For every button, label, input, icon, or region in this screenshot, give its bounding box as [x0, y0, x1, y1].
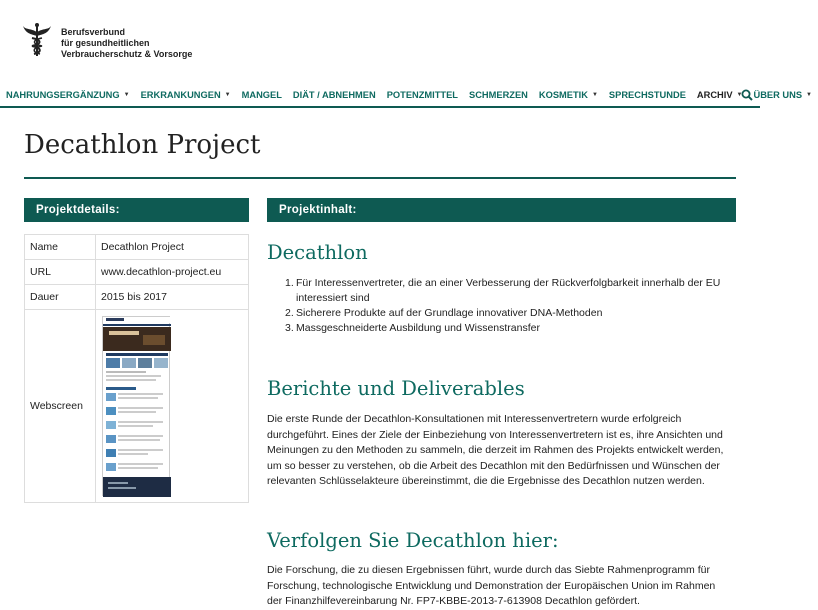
organization-name[interactable] — [61, 27, 192, 60]
nav-item-ueber-uns[interactable] — [748, 84, 818, 106]
caduceus-logo-icon[interactable] — [22, 22, 52, 58]
table-row — [25, 260, 249, 285]
nav-label: ARCHIV — [696, 90, 733, 100]
org-line-2: für gesundheitlichen — [61, 38, 150, 48]
table-row — [25, 235, 249, 260]
goals-list — [285, 276, 725, 336]
nav-item-nahrungsergaenzung[interactable] — [0, 84, 136, 106]
chevron-down-icon: ▼ — [123, 92, 130, 98]
chevron-down-icon: ▼ — [806, 92, 812, 98]
list-item-text: Für Interessenvertreter, die an einer Verbesserung der Rückverfolgbarkeit innerhalb der EU interessiert sind — [296, 277, 721, 304]
detail-key: URL — [25, 260, 96, 285]
list-number: 1. — [285, 277, 294, 289]
list-item — [285, 276, 725, 306]
nav-item-erkrankungen[interactable] — [136, 84, 237, 106]
project-details-table — [24, 234, 249, 503]
section-title-reports: Berichte und Deliverables — [267, 377, 525, 400]
nav-item-potenzmittel[interactable] — [382, 84, 464, 106]
detail-value: Decathlon Project — [96, 235, 249, 260]
page-title: Decathlon Project — [24, 130, 261, 160]
nav-label: MANGEL — [241, 90, 282, 100]
nav-item-archiv[interactable] — [692, 84, 749, 106]
table-row — [25, 285, 249, 310]
nav-label: DIÄT / ABNEHMEN — [292, 90, 376, 100]
follow-paragraph: Die Forschung, die zu diesen Ergebnissen führt, wurde durch das Siebte Rahmenprogramm für Forschung, technologische Entwicklung und Demonstration der Europäischen Union im Rahmen der Finanzhilfevereinbarung Nr. FP7-KBBE-2013-7-613908 Decathlon gefördert. — [267, 564, 716, 607]
nav-label: SCHMERZEN — [469, 90, 528, 100]
nav-label: ÜBER UNS — [753, 90, 803, 100]
list-item — [285, 306, 725, 321]
nav-label: KOSMETIK — [538, 90, 588, 100]
detail-key: Dauer — [25, 285, 96, 310]
nav-item-sprechstunde[interactable] — [604, 84, 692, 106]
webscreen-thumbnail[interactable] — [102, 316, 170, 496]
main-navigation — [0, 84, 812, 108]
org-line-1: Berufsverbund — [61, 27, 126, 37]
nav-label: POTENZMITTEL — [386, 90, 458, 100]
detail-key: Webscreen — [25, 310, 96, 503]
list-item-text: Massgeschneiderte Ausbildung und Wissenstransfer — [296, 322, 540, 334]
chevron-down-icon: ▼ — [224, 92, 231, 98]
list-item — [285, 321, 725, 336]
project-details-heading: Projektdetails: — [24, 198, 249, 222]
detail-value: 2015 bis 2017 — [96, 285, 249, 310]
project-content-heading: Projektinhalt: — [267, 198, 736, 222]
title-divider — [24, 177, 736, 179]
nav-item-mangel[interactable] — [237, 84, 288, 106]
nav-label: ERKRANKUNGEN — [140, 90, 221, 100]
chevron-down-icon: ▼ — [591, 92, 598, 98]
site-header — [0, 0, 760, 82]
section-title-decathlon: Decathlon — [267, 241, 368, 264]
nav-label: SPRECHSTUNDE — [608, 90, 686, 100]
nav-item-kosmetik[interactable] — [534, 84, 604, 106]
list-number: 2. — [285, 307, 294, 319]
detail-key: Name — [25, 235, 96, 260]
reports-paragraph: Die erste Runde der Decathlon-Konsultationen mit Interessenvertretern wurde erfolgreich durchgeführt. Eines der Ziele der Einbeziehung von Interessenvertretern ist es, ihre Ansichten und Meinungen zu den Methoden zu sammeln, die derzeit im Rahmen des Projekts entwickelt werden, um so besser zu verstehen, ob die Arbeit des Decathlon mit den Bedürfnissen und Wünschen der relevanten Schlüsselakteure übereinstimmt, die die Ergebnisse des Decathlon nutzen werden. — [267, 413, 724, 487]
list-item-text: Sicherere Produkte auf der Grundlage innovativer DNA-Methoden — [296, 307, 603, 319]
nav-item-diaet-abnehmen[interactable] — [288, 84, 382, 106]
nav-item-schmerzen[interactable] — [464, 84, 534, 106]
section-title-follow: Verfolgen Sie Decathlon hier: — [267, 529, 559, 552]
webscreen-cell — [96, 310, 249, 503]
chevron-down-icon: ▼ — [736, 92, 743, 98]
search-icon[interactable] — [741, 89, 753, 101]
list-number: 3. — [285, 322, 294, 334]
webscreen-image — [103, 317, 171, 497]
org-line-3: Verbraucherschutz & Vorsorge — [61, 49, 193, 59]
detail-value: www.decathlon-project.eu — [96, 260, 249, 285]
table-row — [25, 310, 249, 503]
nav-label: NAHRUNGSERGÄNZUNG — [6, 90, 120, 100]
